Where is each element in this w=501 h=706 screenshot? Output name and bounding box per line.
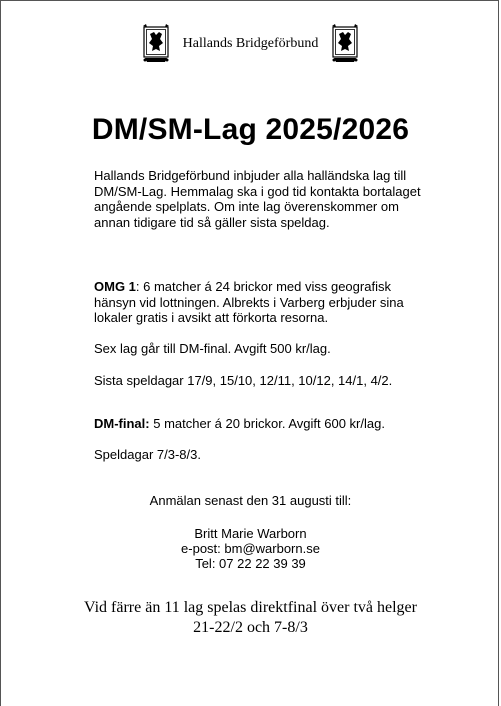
footer-note (0, 598, 501, 638)
omg1-text: : 6 matcher á 24 brickor med viss geografisk hänsyn vid lottningen. Albrekts i Varberg erbjuder sina lokaler gratis i avsikt att förkorta resorna. (94, 279, 404, 325)
dm-qualify-text: Sex lag går till DM-final. Avgift 500 kr/lag. (94, 341, 331, 356)
intro-text: Hallands Bridgeförbund inbjuder alla halländska lag till DM/SM-Lag. Hemmalag ska i god tid kontakta bortalaget angående spelplats. Om inte lag överenskommer om annan tidigare tid så gäller sista speldag. (94, 168, 421, 230)
dm-qualify-paragraph (94, 341, 424, 357)
contact-phone: Tel: 07 22 22 39 39 (195, 556, 306, 571)
org-name: Hallands Bridgeförbund (182, 36, 319, 51)
play-days-text: Speldagar 7/3-8/3. (94, 447, 201, 462)
intro-paragraph (94, 168, 424, 230)
play-days-paragraph (94, 447, 424, 463)
last-dates-paragraph (94, 373, 424, 389)
footer-line-1: Vid färre än 11 lag spelas direktfinal över två helger (84, 599, 417, 616)
dm-final-paragraph (94, 416, 424, 432)
crest-right-icon (332, 24, 358, 64)
contact-email: e-post: bm@warborn.se (181, 541, 320, 556)
crest-left-icon (143, 24, 169, 64)
omg1-paragraph (94, 279, 424, 326)
dm-final-text: 5 matcher á 20 brickor. Avgift 600 kr/lag. (149, 416, 385, 431)
last-dates-text: Sista speldagar 17/9, 15/10, 12/11, 10/12, 14/1, 4/2. (94, 373, 393, 388)
omg1-label: OMG 1 (94, 279, 136, 294)
footer-line-2: 21-22/2 och 7-8/3 (193, 619, 308, 636)
registration-deadline: Anmälan senast den 31 augusti till: (149, 493, 352, 508)
dm-final-label: DM-final: (94, 416, 150, 431)
page-title: DM/SM-Lag 2025/2026 (91, 113, 410, 146)
contact-block (0, 526, 501, 571)
letterhead (0, 24, 501, 64)
contact-name: Britt Marie Warborn (194, 526, 307, 541)
